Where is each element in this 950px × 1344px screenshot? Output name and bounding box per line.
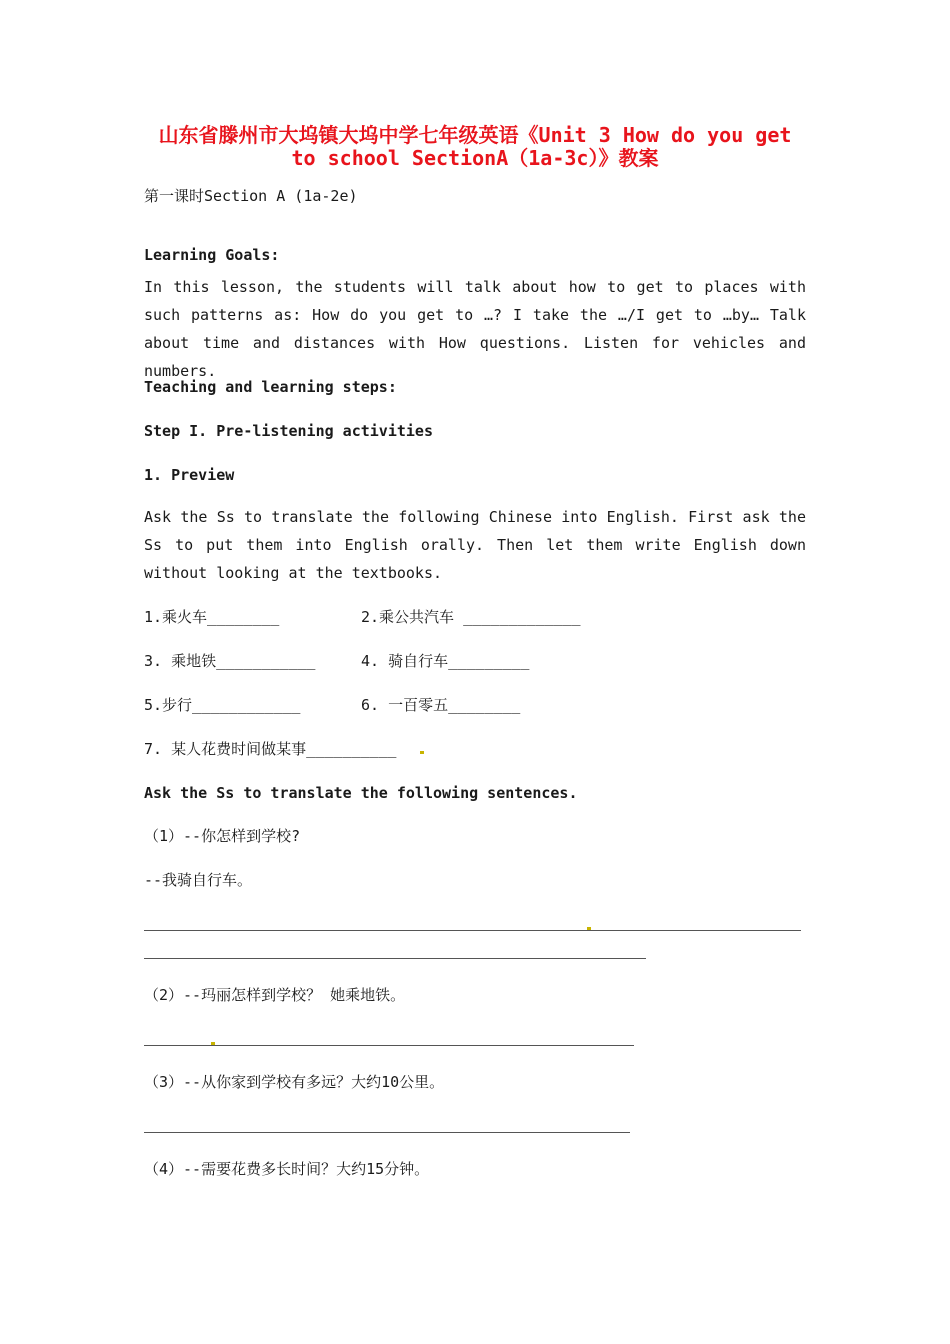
preview-item-5: 5.步行____________ — [144, 696, 301, 714]
sentences-heading: Ask the Ss to translate the following sentences. — [144, 784, 578, 802]
preview-instruction: Ask the Ss to translate the following Chinese into English. First ask the Ss to put them into English orally. Then let them write English down without looking at the textbooks. — [144, 508, 806, 582]
preview-item-4: 4. 骑自行车_________ — [361, 652, 530, 670]
document-title — [120, 124, 830, 170]
answer-line — [144, 1045, 634, 1046]
learning-goals-text: In this lesson, the students will talk about how to get to places with such patterns as: How do you get to …? I take the …/I get to …by… Talk about time and distances with How questions. Listen for vehicles and numbers. — [144, 278, 806, 380]
preview-item-2: 2.乘公共汽车 _____________ — [361, 608, 581, 626]
preview-item-7: 7. 某人花费时间做某事__________ — [144, 740, 397, 758]
answer-line — [144, 930, 801, 931]
preview-item-3: 3. 乘地铁___________ — [144, 652, 316, 670]
question-2: （2）--玛丽怎样到学校？ 她乘地铁。 — [144, 986, 406, 1004]
step1-heading: Step I. Pre-listening activities — [144, 422, 433, 440]
question-1: （1）--你怎样到学校? — [144, 827, 301, 845]
lesson-label: 第一课时Section A (1a-2e) — [144, 187, 358, 205]
answer-line — [144, 1132, 630, 1133]
preview-item-6: 6. 一百零五________ — [361, 696, 521, 714]
title-line-2: to school SectionA（1a-3c）》教案 — [291, 146, 659, 170]
preview-heading: 1. Preview — [144, 466, 235, 484]
answer-1: --我骑自行车。 — [144, 871, 253, 889]
steps-heading: Teaching and learning steps: — [144, 378, 397, 396]
question-3: （3）--从你家到学校有多远？大约10公里。 — [144, 1073, 445, 1091]
answer-line — [144, 958, 646, 959]
preview-item-1: 1.乘火车________ — [144, 608, 280, 626]
learning-goals-heading: Learning Goals: — [144, 246, 280, 264]
scan-dot — [420, 751, 424, 754]
scan-dot — [211, 1042, 215, 1045]
title-line-1: 山东省滕州市大坞镇大坞中学七年级英语《Unit 3 How do you get — [158, 123, 792, 147]
scan-dot — [587, 927, 591, 930]
question-4: （4）--需要花费多长时间？大约15分钟。 — [144, 1160, 430, 1178]
